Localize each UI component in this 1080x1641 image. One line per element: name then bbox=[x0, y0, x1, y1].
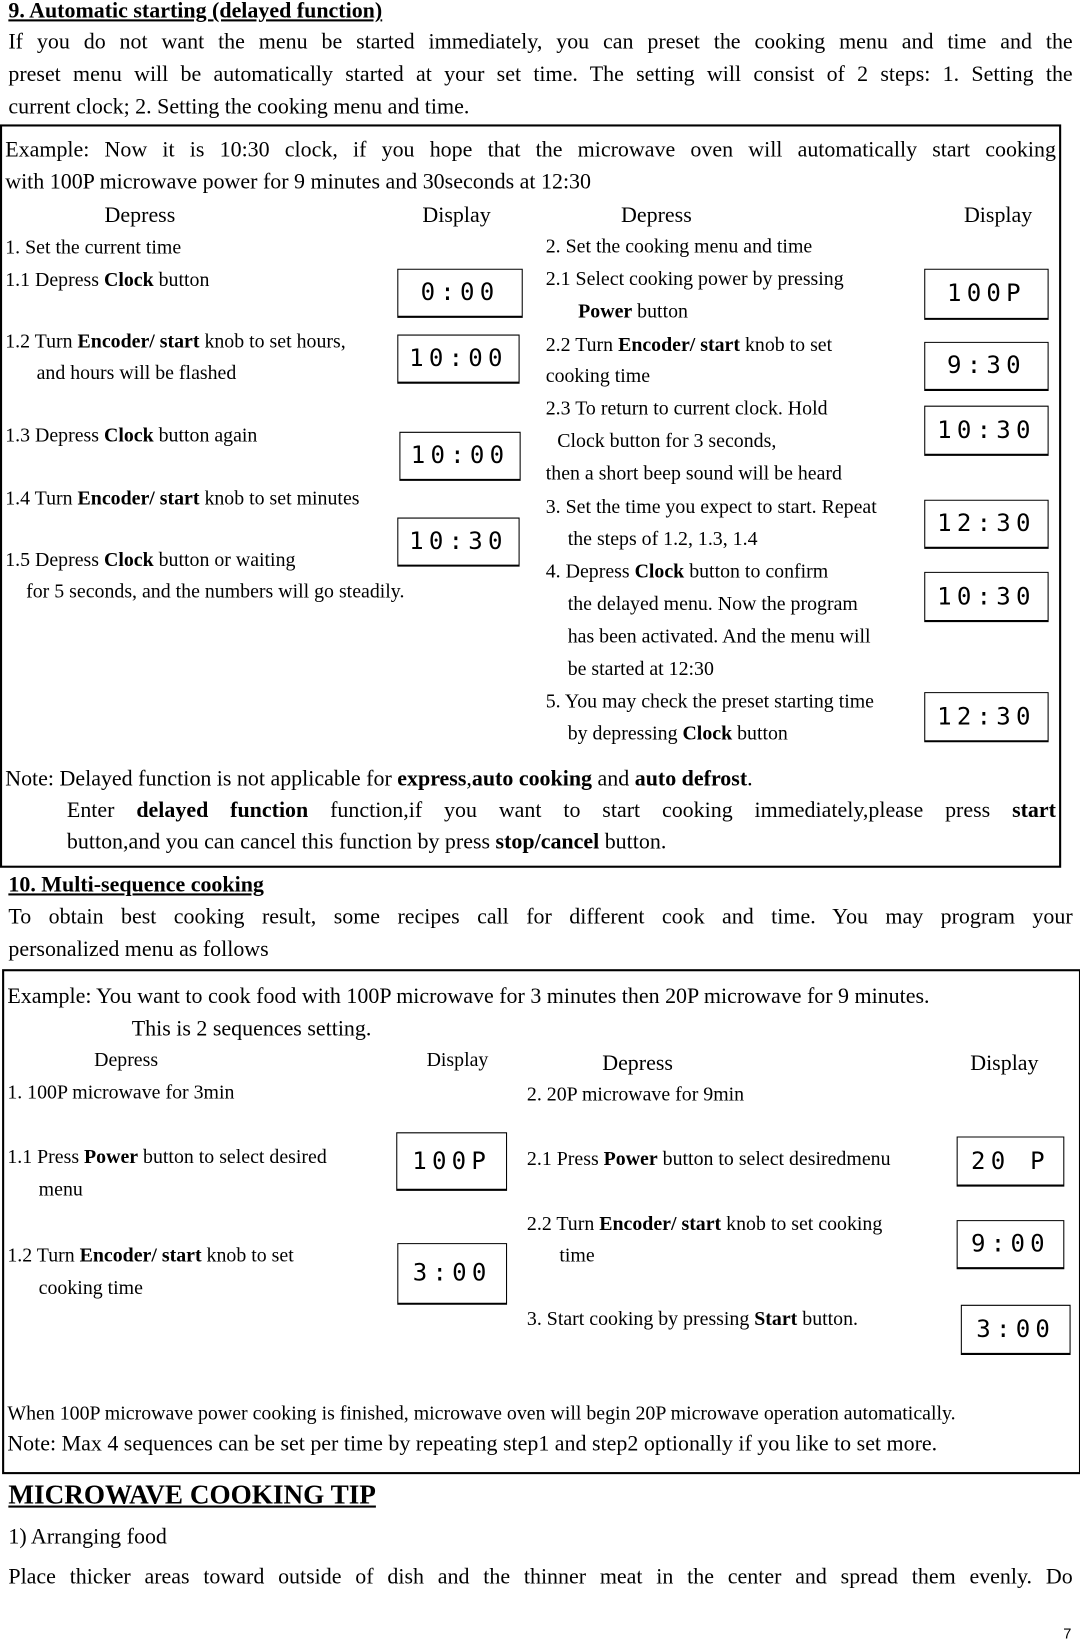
display-readout: 9:00 bbox=[957, 1220, 1065, 1269]
step-text: 1.1 Press Power button to select desired bbox=[7, 1146, 327, 1169]
step-text: cooking time bbox=[38, 1277, 143, 1300]
display-readout: 12:30 bbox=[924, 692, 1048, 742]
step-text: 1.3 Depress Clock button again bbox=[5, 424, 258, 447]
paragraph-line: To obtain best cooking result, some recipes call for different cook and time. You may program your bbox=[8, 903, 1073, 929]
column-header-depress: Depress bbox=[621, 202, 692, 228]
display-readout: 3:00 bbox=[961, 1305, 1071, 1355]
step-text: 2.2 Turn Encoder/ start knob to set cooking bbox=[526, 1213, 883, 1236]
step-text: 1.2 Turn Encoder/ start knob to set hours, bbox=[5, 330, 346, 353]
example-line: Example: Now it is 10:30 clock, if you hope that the microwave oven will automatically start cooking bbox=[5, 136, 1056, 162]
column-header-display: Display bbox=[422, 202, 491, 228]
step-text: 5. You may check the preset starting time bbox=[545, 690, 875, 713]
display-readout: 10:00 bbox=[399, 432, 520, 481]
step-text: then a short beep sound will be heard bbox=[545, 462, 842, 485]
display-readout: 12:30 bbox=[924, 500, 1048, 549]
note-line: Note: Max 4 sequences can be set per time by repeating step1 and step2 optionally if you like to set more. bbox=[7, 1430, 938, 1456]
page-number: 7 bbox=[1063, 1624, 1072, 1641]
display-readout: 9:30 bbox=[924, 342, 1048, 391]
paragraph-line: preset menu will be automatically started at your set time. The setting will consist of 2 steps: 1. Setting the bbox=[8, 61, 1073, 87]
step-text: 1.1 Depress Clock button bbox=[5, 269, 210, 292]
display-readout: 10:30 bbox=[397, 518, 519, 567]
step-text: the steps of 1.2, 1.3, 1.4 bbox=[567, 528, 758, 551]
paragraph-line: current clock; 2. Setting the cooking menu and time. bbox=[8, 93, 470, 119]
column-header-depress: Depress bbox=[104, 202, 176, 228]
step-text: 1. Set the current time bbox=[5, 236, 182, 259]
example-line: This is 2 sequences setting. bbox=[131, 1015, 372, 1041]
step-text: by depressing Clock button bbox=[567, 722, 788, 745]
step-text: 2.2 Turn Encoder/ start knob to set bbox=[545, 334, 833, 356]
step-text: menu bbox=[38, 1178, 83, 1201]
step-text: and hours will be flashed bbox=[36, 362, 237, 385]
note-line: button,and you can cancel this function by press stop/cancel button. bbox=[66, 828, 667, 854]
step-text: 1.2 Turn Encoder/ start knob to set bbox=[7, 1244, 294, 1267]
section-10-heading: 10. Multi-sequence cooking bbox=[8, 871, 264, 897]
display-readout: 0:00 bbox=[397, 269, 522, 318]
step-text: be started at 12:30 bbox=[567, 658, 714, 681]
column-header-display: Display bbox=[970, 1050, 1039, 1076]
step-text: 1.5 Depress Clock button or waiting bbox=[5, 549, 296, 572]
info-line: When 100P microwave power cooking is finished, microwave oven will begin 20P microwave operation automatically. bbox=[7, 1402, 956, 1425]
step-text: 2.1 Press Power button to select desiredmenu bbox=[526, 1148, 891, 1171]
note-line: Enter delayed function function,if you want to start cooking immediately,please press start bbox=[66, 797, 1056, 823]
step-text: 1. 100P microwave for 3min bbox=[7, 1081, 235, 1104]
column-header-depress: Depress bbox=[94, 1049, 159, 1072]
step-text: 2. 20P microwave for 9min bbox=[526, 1083, 745, 1106]
step-text: has been activated. And the menu will bbox=[567, 625, 871, 648]
note-line: Note: Delayed function is not applicable for express,auto cooking and auto defrost. bbox=[5, 765, 753, 791]
step-text: 2.1 Select cooking power by pressing bbox=[545, 268, 844, 291]
display-readout: 100P bbox=[396, 1132, 507, 1191]
step-text: 1.4 Turn Encoder/ start knob to set minutes bbox=[5, 487, 360, 510]
display-readout: 20 P bbox=[957, 1136, 1065, 1186]
display-readout: 100P bbox=[924, 269, 1048, 320]
display-readout: 10:30 bbox=[924, 572, 1048, 622]
step-text: 3. Set the time you expect to start. Repeat bbox=[545, 496, 877, 519]
step-text: time bbox=[559, 1244, 595, 1267]
paragraph-line: personalized menu as follows bbox=[8, 936, 269, 962]
step-text: 3. Start cooking by pressing Start button. bbox=[526, 1308, 858, 1331]
step-text: the delayed menu. Now the program bbox=[567, 593, 858, 616]
paragraph-line: If you do not want the menu be started immediately, you can preset the cooking menu and time and the bbox=[8, 28, 1073, 54]
step-text: for 5 seconds, and the numbers will go steadily. bbox=[26, 580, 405, 603]
step-text: Power button bbox=[578, 300, 688, 323]
step-text: cooking time bbox=[545, 365, 651, 388]
step-text: 2.3 To return to current clock. Hold bbox=[545, 397, 828, 420]
step-text: 2. Set the cooking menu and time bbox=[545, 235, 813, 258]
section-9-heading: 9. Automatic starting (delayed function) bbox=[8, 0, 383, 23]
column-header-depress: Depress bbox=[602, 1050, 673, 1076]
step-text: Clock button for 3 seconds, bbox=[557, 430, 777, 453]
display-readout: 3:00 bbox=[397, 1243, 507, 1305]
example-line: Example: You want to cook food with 100P microwave for 3 minutes then 20P microwave for 9 minutes. bbox=[7, 983, 930, 1009]
paragraph-line: Place thicker areas toward outside of dish and the thinner meat in the center and spread them evenly. Do bbox=[8, 1563, 1073, 1589]
display-readout: 10:00 bbox=[397, 335, 519, 384]
cooking-tip-heading: MICROWAVE COOKING TIP bbox=[8, 1479, 376, 1510]
column-header-display: Display bbox=[963, 202, 1033, 228]
column-header-display: Display bbox=[426, 1049, 489, 1072]
example-line: with 100P microwave power for 9 minutes and 30seconds at 12:30 bbox=[5, 168, 592, 194]
subheading: 1) Arranging food bbox=[8, 1523, 167, 1549]
step-text: 4. Depress Clock button to confirm bbox=[545, 560, 829, 583]
display-readout: 10:30 bbox=[924, 406, 1048, 456]
